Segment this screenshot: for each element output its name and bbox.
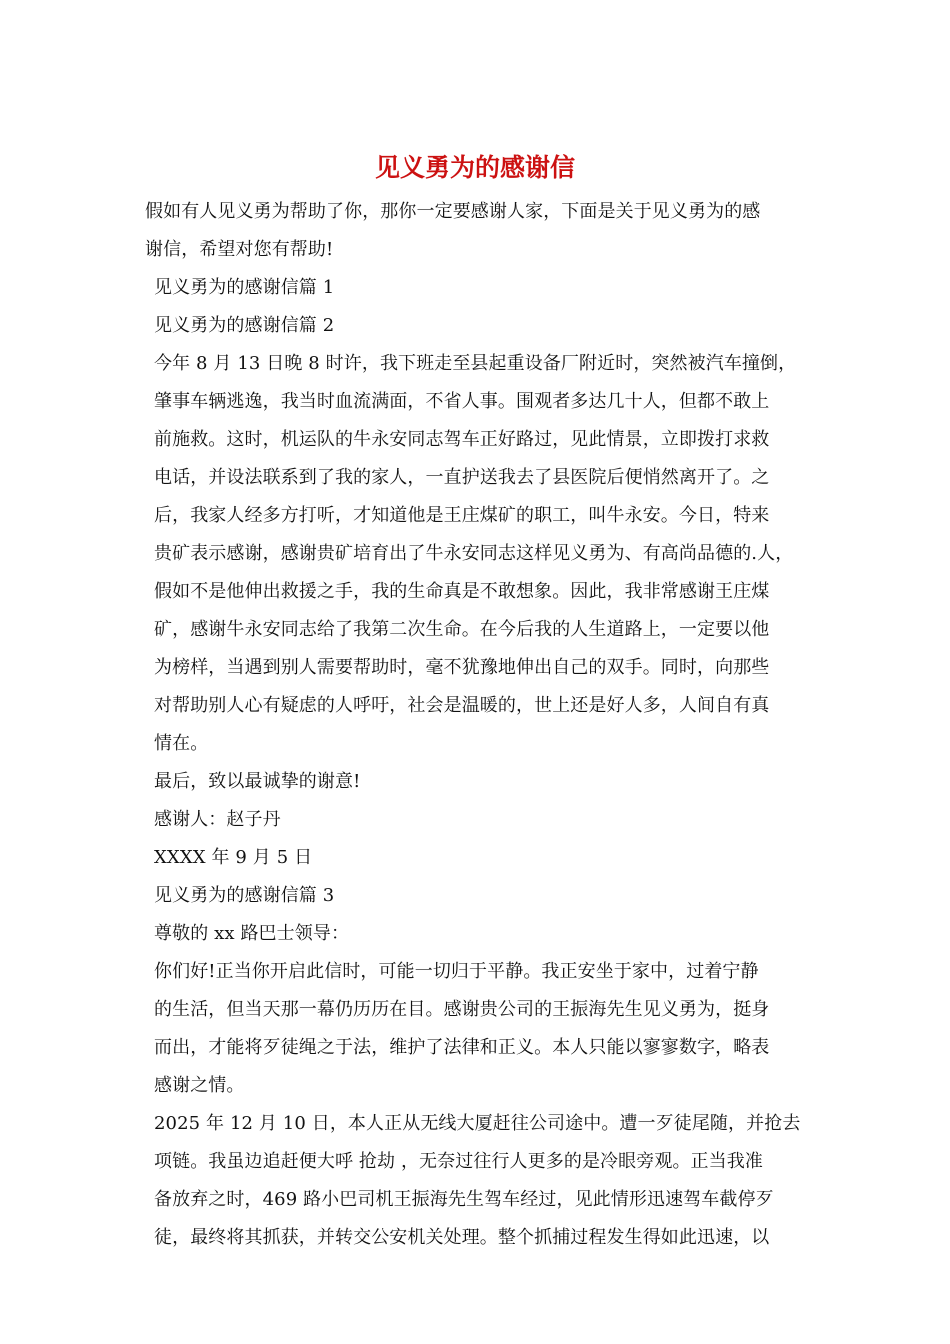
paragraph-line: 徒，最终将其抓获，并转交公安机关处理。整个抓捕过程发生得如此迅速，以 [154,1227,770,1248]
paragraph [145,193,825,269]
paragraph-line: 假如不是他伸出救援之手，我的生命真是不敢想象。因此，我非常感谢王庄煤 [154,581,770,602]
paragraph [145,345,825,763]
paragraph-line: 感谢之情。 [154,1075,245,1096]
paragraph [145,953,825,1105]
paragraph [145,915,825,953]
paragraph-line: 今年 8 月 13 日晚 8 时许，我下班走至县起重设备厂附近时，突然被汽车撞倒， [154,353,797,374]
paragraph-line: 你们好!正当你开启此信时，可能一切归于平静。我正安坐于家中，过着宁静 [154,961,759,982]
paragraph-line: 见义勇为的感谢信篇 3 [154,885,335,906]
paragraph-line: 假如有人见义勇为帮助了你，那你一定要感谢人家，下面是关于见义勇为的感 [145,201,761,222]
paragraph-line: 见义勇为的感谢信篇 1 [154,277,335,298]
paragraph-line: 2025 年 12 月 10 日，本人正从无线大厦赶往公司途中。遭一歹徒尾随，并抢去 [154,1113,801,1134]
document-title: 见义勇为的感谢信 [374,153,575,182]
paragraph-line: 为榜样，当遇到别人需要帮助时，毫不犹豫地伸出自己的双手。同时，向那些 [154,657,770,678]
paragraph [145,877,825,915]
paragraph-line: 见义勇为的感谢信篇 2 [154,315,335,336]
paragraph [145,839,825,877]
paragraph-line: 对帮助别人心有疑虑的人呼吁，社会是温暖的，世上还是好人多，人间自有真 [154,695,770,716]
paragraph-line: 感谢人：赵子丹 [154,809,281,830]
paragraph-line: 前施救。这时，机运队的牛永安同志驾车正好路过，见此情景，立即拨打求救 [154,429,770,450]
paragraph [145,269,825,307]
paragraph-line: 尊敬的 xx 路巴士领导： [154,923,350,944]
paragraph [145,1105,825,1257]
paragraph [145,307,825,345]
paragraph-line: 备放弃之时，469 路小巴司机王振海先生驾车经过，见此情形迅速驾车截停歹 [154,1189,774,1210]
paragraph-line: 后，我家人经多方打听，才知道他是王庄煤矿的职工，叫牛永安。今日，特来 [154,505,770,526]
paragraph-line: 贵矿表示感谢，感谢贵矿培育出了牛永安同志这样见义勇为、有高尚品德的.人， [154,543,794,564]
paragraph-line: 情在。 [154,733,209,754]
paragraph-line: 电话，并设法联系到了我的家人，一直护送我去了县医院后便悄然离开了。之 [154,467,770,488]
paragraph [145,801,825,839]
paragraph-line: 项链。我虽边追赶便大呼 抢劫 ，无奈过往行人更多的是冷眼旁观。正当我准 [154,1151,763,1172]
document-body [145,193,825,1257]
paragraph-line: 肇事车辆逃逸，我当时血流满面，不省人事。围观者多达几十人，但都不敢上 [154,391,770,412]
paragraph-line: 的生活，但当天那一幕仍历历在目。感谢贵公司的王振海先生见义勇为，挺身 [154,999,770,1020]
paragraph-line: 谢信，希望对您有帮助! [145,239,334,260]
paragraph-line: XXXX 年 9 月 5 日 [154,847,313,868]
paragraph-line: 最后，致以最诚挚的谢意! [154,771,361,792]
paragraph-line: 矿，感谢牛永安同志给了我第二次生命。在今后我的人生道路上，一定要以他 [154,619,770,640]
paragraph [145,763,825,801]
paragraph-line: 而出，才能将歹徒绳之于法，维护了法律和正义。本人只能以寥寥数字，略表 [154,1037,770,1058]
